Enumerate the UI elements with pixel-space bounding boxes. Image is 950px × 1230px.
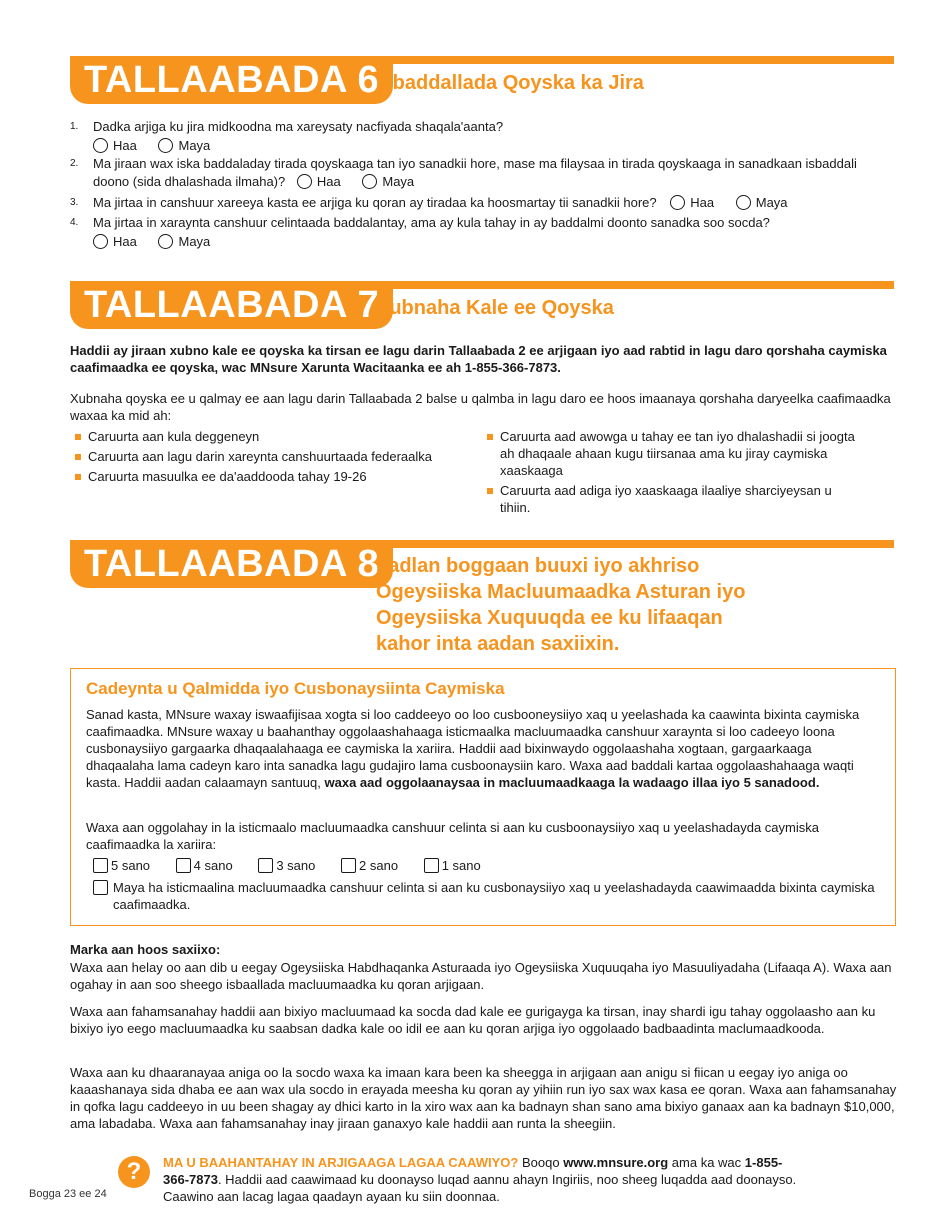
radio-circle-icon[interactable] (670, 195, 685, 210)
year-option-3[interactable] (258, 857, 315, 874)
no-option[interactable] (362, 173, 414, 191)
radio-circle-icon[interactable] (158, 234, 173, 249)
checkbox-icon[interactable] (93, 858, 108, 873)
checkbox-icon[interactable] (424, 858, 439, 873)
step-title: Xubnaha Kale ee Qoyska (376, 297, 614, 319)
question-number: 4. (70, 217, 79, 228)
question-icon: ? (118, 1156, 150, 1188)
option-label: Maya (382, 174, 415, 189)
question-number: 2. (70, 158, 79, 169)
year-option-2[interactable] (341, 857, 398, 874)
step-7-intro-bold: Haddii ay jiraan xubno kale ee qoyska ka tirsan ee lagu darin Tallaabada 2 ee arjigaan iyo aad rabtid in lagu daro qorshaha caymiska caafimaadka ee qoyska, wac MNsure Xarunta Wacitaanka ee ah 1-855-366-7873. (70, 343, 887, 375)
option-label: Haa (113, 138, 137, 153)
signature-heading: Marka aan hoos saxiixo: (70, 942, 221, 957)
bullet-list-left (72, 428, 472, 488)
question-text: Ma jirtaa in xaraynta canshuur celintaada baddalantay, ama ay kula tahay in ay baddalmi doonto sanadka soo socda? (93, 215, 770, 230)
option-label: Haa (113, 234, 137, 249)
no-option[interactable] (158, 137, 210, 155)
yes-option[interactable] (93, 137, 137, 155)
question-text: Ma jiraan wax iska baddaladay tirada qoyskaaga tan iyo sanadkii hore, mase ma filaysaa in tirada qoyskaaga in sanadkaan isbaddali doono (sida dhalashada ilmaha)? (93, 156, 857, 189)
help-text-part: ama ka wac (671, 1155, 742, 1170)
step-label: TALLAABADA 6 (70, 56, 393, 104)
signature-paragraph-3: Waxa aan ku dhaaranayaa aniga oo la socdo waxa ka imaan kara been ka sheegga in arjigaan aan anigu si fiican u eegay iyo aniga oo kaaashanaya sida dhaba ee aan wax ula socdo in erayada meesha ku qoran ay yihiin run iyo sax wax kasa ee qoran. Waxa aan fahamsanahay in qofka lagu caddeeyo in uu been shagay ay dhici karto in la xiro wax aan ka badnayn shan sano ama bixiyo ganaax aan ka badnayn $10,000, ama labadaba. Waxa aan fahamsanahay inay jiraan ganaxyo kale haddii aan runta la sheegiin. (70, 1065, 897, 1131)
title-line: Fadlan boggaan buuxi iyo akhriso (376, 555, 700, 577)
yes-option[interactable] (670, 194, 714, 212)
signature-paragraph-1: Waxa aan helay oo aan dib u eegay Ogeysiiska Habdhaqanka Asturaada iyo Ogeysiiska Xuquuqaha iyo Masuuliyadaha (Lifaaqa A). Waxa aan ogahay in aan soo sheego isbaallada macluumaadka ku qoran arjigaan. (70, 960, 892, 992)
question-number: 1. (70, 121, 79, 132)
option-label: Maya (178, 138, 211, 153)
renewal-consent-box (70, 668, 896, 926)
no-option[interactable] (736, 194, 788, 212)
list-item: Caruurta aad awowga u tahay ee tan iyo dhalashadii si joogta ah dhaqaale ahaan kugu tiirsanaa ama ku jiray caymiska xaaskaaga (484, 428, 864, 479)
year-option-1[interactable] (424, 857, 481, 874)
year-options (93, 857, 881, 874)
option-label: Maya ha isticmaalina macluumaadka canshuur celinta si aan ku cusbonaysiiyo xaq u yeelashadayda caawimaadda bixinta caymiska caafimaadka. (113, 880, 875, 912)
decline-option[interactable] (93, 879, 881, 913)
option-label: 5 sano (111, 858, 151, 873)
question-number: 3. (70, 197, 79, 208)
option-label: 2 sano (359, 858, 399, 873)
step-title: Isbaddallada Qoyska ka Jira (376, 72, 644, 94)
radio-circle-icon[interactable] (93, 234, 108, 249)
box-title: Cadeynta u Qalmidda iyo Cusbonaysiinta Caymiska (86, 679, 505, 698)
checkbox-icon[interactable] (176, 858, 191, 873)
yes-option[interactable] (93, 233, 137, 251)
radio-circle-icon[interactable] (362, 174, 377, 189)
bullet-list-right (484, 428, 864, 519)
checkbox-icon[interactable] (341, 858, 356, 873)
step-title (376, 553, 745, 657)
question-text: Dadka arjiga ku jira midkoodna ma xareysaty nacfiyada shaqala'aanta? (93, 119, 504, 134)
question-text: Ma jirtaa in canshuur xareeya kasta ee arjiga ku qoran ay tiradaa ka hoosmartay tii sanadkii hore? (93, 195, 657, 210)
list-item: Caruurta aad adiga iyo xaaskaaga ilaaliye sharciyeysan u tihiin. (484, 482, 864, 516)
website-link[interactable]: www.mnsure.org (563, 1155, 669, 1170)
list-item: Caruurta masuulka ee da'aaddooda tahay 19-26 (72, 468, 472, 485)
year-option-4[interactable] (176, 857, 233, 874)
help-heading: MA U BAAHANTAHAY IN ARJIGAAGA LAGAA CAAWIYO? (163, 1155, 519, 1170)
step-label: TALLAABADA 7 (70, 281, 393, 329)
signature-paragraph-2: Waxa aan fahamsanahay haddii aan bixiyo macluumaad ka socda dad kale ee gurigayga ka tirsan, inay shardi igu tahay oggolaasho aan ku bixiyo iyo eego macluumaadka ku saabsan dadka kale oo idil ee aan ku qoran arjiga iyo oggolaado badbaadinta maclumaadkooda. (70, 1004, 876, 1036)
option-label: 3 sano (276, 858, 316, 873)
list-item: Caruurta aan lagu darin xareynta canshuurtaada federaalka (72, 448, 472, 465)
radio-circle-icon[interactable] (158, 138, 173, 153)
yes-option[interactable] (297, 173, 341, 191)
option-label: Maya (178, 234, 211, 249)
option-label: 1 sano (441, 858, 481, 873)
help-text-part: Booqo (521, 1155, 560, 1170)
radio-circle-icon[interactable] (736, 195, 751, 210)
consent-question: Waxa aan oggolahay in la isticmaalo macluumaadka canshuur celinta si aan ku cusboonaysiiyo xaq u yeelashadayda caymiska caafimaadka la xariira: (86, 820, 819, 852)
checkbox-icon[interactable] (93, 880, 108, 895)
consent-paragraph (86, 706, 881, 791)
help-text (163, 1154, 803, 1205)
year-option-5[interactable] (93, 857, 150, 874)
title-line: Ogeysiiska Xuquuqda ee ku lifaaqan (376, 607, 723, 629)
option-label: Maya (755, 195, 788, 210)
page-number: Bogga 23 ee 24 (29, 1188, 107, 1200)
title-line: kahor inta aadan saxiixin. (376, 633, 620, 655)
help-text-part: . Haddii aad caawimaad ku doonayso luqad aannu ahayn Ingiriis, noo sheeg luqadda aad doonayso. Caawino aan lacag lagaa qaadayn ayaan ku siin doonnaa. (163, 1172, 797, 1204)
option-label: 4 sano (193, 858, 233, 873)
list-item: Caruurta aan kula deggeneyn (72, 428, 472, 445)
option-label: Haa (690, 195, 715, 210)
radio-circle-icon[interactable] (297, 174, 312, 189)
title-line: Ogeysiiska Macluumaadka Asturan iyo (376, 581, 746, 603)
consent-text-bold: waxa aad oggolaanaysaa in macluumaadkaaga la wadaago illaa iyo 5 sanadood. (324, 775, 820, 790)
checkbox-icon[interactable] (258, 858, 273, 873)
radio-circle-icon[interactable] (93, 138, 108, 153)
step-label: TALLAABADA 8 (70, 540, 393, 588)
phone-number[interactable]: 1-855-366-7873 (163, 1155, 783, 1187)
no-option[interactable] (158, 233, 210, 251)
option-label: Haa (316, 174, 341, 189)
step-7-intro: Xubnaha qoyska ee u qalmay ee aan lagu darin Tallaabada 2 balse u qalmba in lagu daro ee hoos imaanaya qorshaha daryeelka caafimaadka waxaa ka mid ah: (70, 391, 891, 423)
consent-text: Sanad kasta, MNsure waxay iswaafijisaa xogta si loo caddeeyo oo loo cusbooneysiiyo xaq u yeelashada ka caawinta bixinta caymiska caafimaadka. MNsure waxay u baahanthay oggolaashahaaga isticmaalka macluumaadka canshuur xaraynta si loo cadeeyo loona cusbonaysiiyo gargaarka dhaqaalahaaga ee caymiska la xariira. Haddii aad bixinwaydo oggolaashaha xogtaan, gargaarkaaga dhaqaalaha lama cadeyn karo inta sanadka lagu gudajiro lama cusboonaysiin karo. Waxa aad baddali kartaa oggolaashahaaga waqti kasta. Haddii aadan calaamayn santuuq, (86, 707, 860, 790)
